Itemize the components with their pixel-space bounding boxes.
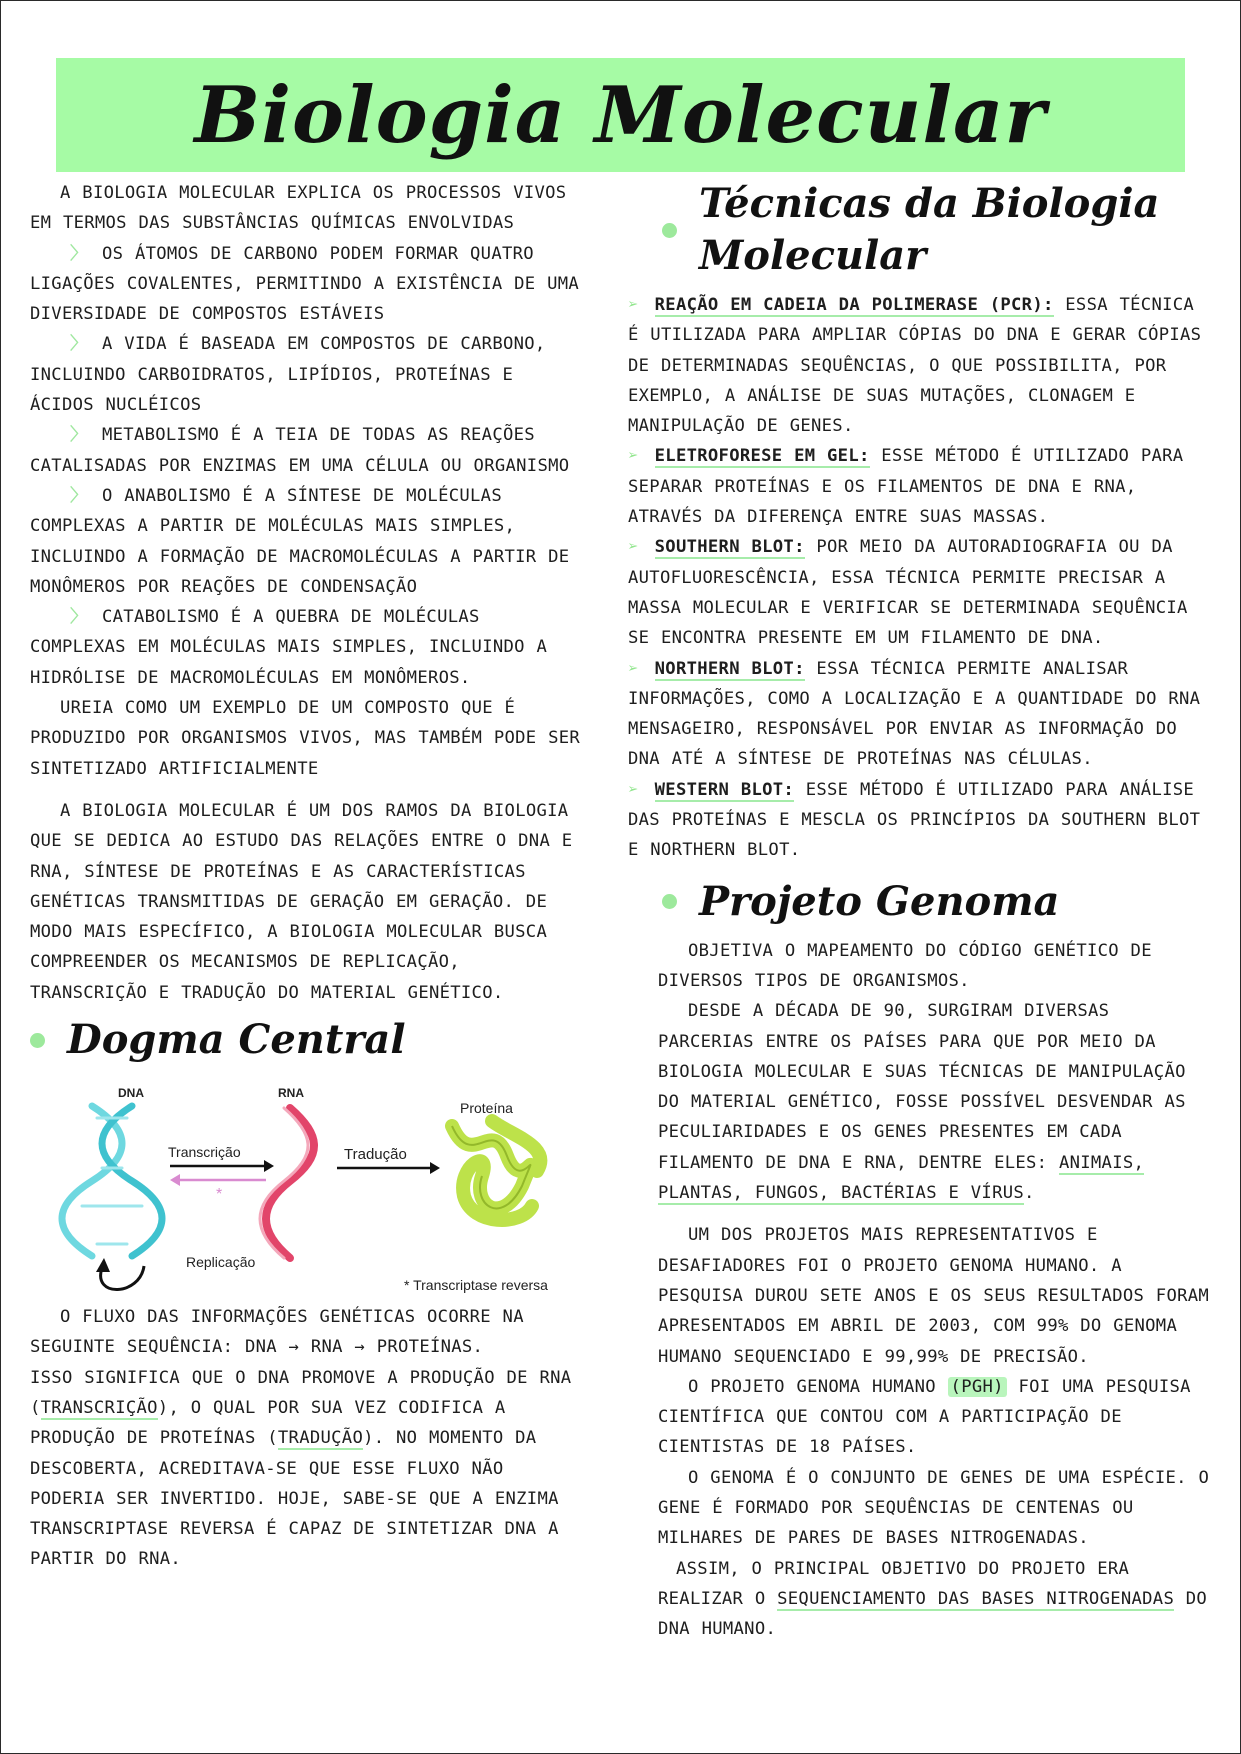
protein-icon [452, 1121, 540, 1220]
central-dogma-diagram [52, 1076, 592, 1296]
dna-label: DNA [118, 1086, 144, 1101]
pgh-highlight: (PGH) [948, 1377, 1007, 1397]
reverse-transcriptase-note: * Transcriptase reversa [404, 1277, 548, 1294]
bullet-item: 〉 A VIDA É BASEADA EM COMPOSTOS DE CARBONO, INCLUINDO CARBOIDRATOS, LIPÍDIOS, PROTEÍNAS E ÁCIDOS NUCLÉICOS [30, 329, 585, 420]
tecnica-item: ➢ REAÇÃO EM CADEIA DA POLIMERASE (PCR): ESSA TÉCNICA É UTILIZADA PARA AMPLIAR CÓPIAS DO DNA E GERAR CÓPIAS DE DETERMINADAS SEQUÊNCIAS, O QUE POSSIBILITA, POR EXEMPLO, A ANÁLISE DE SUAS MUTAÇÕES, CLONAGEM E MANIPULAÇÃO DE GENES. [628, 295, 1202, 437]
title-band [56, 58, 1185, 172]
bullet-item: 〉 METABOLISMO É A TEIA DE TODAS AS REAÇÕES CATALISADAS POR ENZIMAS EM UMA CÉLULA OU ORGANISMO [30, 420, 585, 481]
protein-label: Proteína [460, 1100, 513, 1117]
chevron-right-icon: 〉 [70, 607, 88, 628]
transcricao-term: TRANSCRIÇÃO [40, 1397, 158, 1418]
bullet-dot-icon [662, 894, 677, 909]
genoma-heading [628, 876, 1213, 928]
chevron-right-icon: 〉 [70, 334, 88, 355]
tecnica-item: ➢ WESTERN BLOT: ESSE MÉTODO É UTILIZADO PARA ANÁLISE DAS PROTEÍNAS E MESCLA OS PRINCÍPIOS DA SOUTHERN BLOT E NORTHERN BLOT. [628, 779, 1201, 861]
right-column [628, 178, 1213, 1644]
tecnicas-heading-text: Técnicas da Biologia Molecular [699, 180, 1160, 279]
tecnica-name: WESTERN BLOT: [654, 779, 795, 800]
bullet-item: 〉 O ANABOLISMO É A SÍNTESE DE MOLÉCULAS COMPLEXAS A PARTIR DE MOLÉCULAS MAIS SIMPLES, INCLUINDO A FORMAÇÃO DE MACROMOLÉCULAS A PARTIR DE MONÔMEROS POR REAÇÕES DE CONDENSAÇÃO [30, 481, 585, 602]
bullet-dot-icon [30, 1033, 45, 1048]
arrow-icon: ➢ [628, 658, 639, 679]
page-title: Biologia Molecular [194, 69, 1047, 161]
ramo-paragraph: A BIOLOGIA MOLECULAR É UM DOS RAMOS DA BIOLOGIA QUE SE DEDICA AO ESTUDO DAS RELAÇÕES ENTRE O DNA E RNA, SÍNTESE DE PROTEÍNAS E AS CARACTERÍSTICAS GENÉTICAS TRANSMITIDAS DE GERAÇÃO EM GERAÇÃO. DE MODO MAIS ESPECÍFICO, A BIOLOGIA MOLECULAR BUSCA COMPREENDER OS MECANISMOS DE REPLICAÇÃO, TRANSCRIÇÃO E TRADUÇÃO DO MATERIAL GENÉTICO. [30, 800, 573, 1003]
genoma-objective-final: ASSIM, O PRINCIPAL OBJETIVO DO PROJETO ERA REALIZAR O SEQUENCIAMENTO DAS BASES NITROGENADAS DO DNA HUMANO. [658, 1558, 1208, 1640]
fluxo-paragraph: O FLUXO DAS INFORMAÇÕES GENÉTICAS OCORRE NA SEGUINTE SEQUÊNCIA: DNA → RNA → PROTEÍNAS. [30, 1307, 524, 1358]
chevron-right-icon: 〉 [70, 485, 88, 506]
transcription-label: Transcrição [168, 1144, 241, 1161]
tecnica-name: NORTHERN BLOT: [654, 658, 805, 679]
dna-helix-icon [62, 1106, 162, 1256]
chevron-right-icon: 〉 [70, 425, 88, 446]
tecnica-item: ➢ SOUTHERN BLOT: POR MEIO DA AUTORADIOGRAFIA OU DA AUTOFLUORESCÊNCIA, ESSA TÉCNICA PERMITE PRECISAR A MASSA MOLECULAR E VERIFICAR SE DETERMINADA SEQUÊNCIA SE ENCONTRA PRESENTE EM UM FILAMENTO DE DNA. [628, 537, 1188, 649]
bullet-item: 〉 OS ÁTOMOS DE CARBONO PODEM FORMAR QUATRO LIGAÇÕES COVALENTES, PERMITINDO A EXISTÊNCIA DE UMA DIVERSIDADE DE COMPOSTOS ESTÁVEIS [30, 239, 585, 330]
translation-label: Tradução [344, 1146, 407, 1164]
arrow-icon: ➢ [628, 537, 639, 558]
intro-paragraph: A BIOLOGIA MOLECULAR EXPLICA OS PROCESSOS VIVOS EM TERMOS DAS SUBSTÂNCIAS QUÍMICAS ENVOLVIDAS [30, 183, 567, 234]
traducao-term: TRADUÇÃO [277, 1428, 364, 1449]
tecnica-name: SOUTHERN BLOT: [654, 537, 805, 558]
dogma-heading-text: Dogma Central [67, 1016, 406, 1064]
arrow-icon: ➢ [628, 779, 639, 800]
arrow-icon: ➢ [628, 446, 639, 467]
tecnica-name: ELETROFORESE EM GEL: [654, 446, 870, 467]
asterisk-mark: * [216, 1186, 223, 1204]
rna-label: RNA [278, 1086, 304, 1101]
genoma-heading-text: Projeto Genoma [699, 877, 1060, 925]
arrow-icon: ➢ [628, 295, 639, 315]
genoma-objetivo: OBJETIVA O MAPEAMENTO DO CÓDIGO GENÉTICO DE DIVERSOS TIPOS DE ORGANISMOS. [658, 940, 1152, 991]
fluxo-detail-paragraph: ISSO SIGNIFICA QUE O DNA PROMOVE A PRODUÇÃO DE RNA (TRANSCRIÇÃO), O QUAL POR SUA VEZ CODIFICA A PRODUÇÃO DE PROTEÍNAS (TRADUÇÃO). NO MOMENTO DA DESCOBERTA, ACREDITAVA-SE QUE ESSE FLUXO NÃO PODERIA SER INVERTIDO. HOJE, SABE-SE QUE A ENZIMA TRANSCRIPTASE REVERSA É CAPAZ DE SINTETIZAR DNA A PARTIR DO RNA. [30, 1367, 572, 1570]
replication-label: Replicação [186, 1254, 256, 1271]
genoma-text [628, 936, 1213, 1645]
pgh-paragraph: O PROJETO GENOMA HUMANO (PGH) FOI UMA PESQUISA CIENTÍFICA QUE CONTOU COM A PARTICIPAÇÃO DE CIENTISTAS DE 18 PAÍSES. [658, 1376, 1191, 1458]
genoma-humano-paragraph: UM DOS PROJETOS MAIS REPRESENTATIVOS E DESAFIADORES FOI O PROJETO GENOMA HUMANO. A PESQUISA DUROU SETE ANOS E OS SEUS RESULTADOS FORAM APRESENTADOS EM ABRIL DE 2003, COM 99% DO GENOMA HUMANO SEQUENCIADO E 99,99% DE PRECISÃO. [658, 1225, 1210, 1367]
genoma-definition: O GENOMA É O CONJUNTO DE GENES DE UMA ESPÉCIE. O GENE É FORMADO POR SEQUÊNCIAS DE CENTENAS OU MILHARES DE PARES DE BASES NITROGENADAS. [658, 1467, 1210, 1549]
rna-strand-icon [260, 1108, 314, 1258]
sequenciamento-term: SEQUENCIAMENTO DAS BASES NITROGENADAS [777, 1588, 1175, 1609]
ureia-paragraph: UREIA COMO UM EXEMPLO DE UM COMPOSTO QUE É PRODUZIDO POR ORGANISMOS VIVOS, MAS TAMBÉM PODE SER SINTETIZADO ARTIFICIALMENTE [30, 698, 581, 779]
genoma-parcerias: DESDE A DÉCADA DE 90, SURGIRAM DIVERSAS PARCERIAS ENTRE OS PAÍSES PARA QUE POR MEIO DA BIOLOGIA MOLECULAR E SUAS TÉCNICAS DE MANIPULAÇÃO DO MATERIAL GENÉTICO, FOSSE POSSÍVEL DESVENDAR AS PECULIARIDADES E OS GENES PRESENTES EM CADA FILAMENTO DE DNA E RNA, DENTRE ELES: ANIMAIS, PLANTAS, FUNGOS, BACTÉRIAS E VÍRUS. [658, 1001, 1186, 1204]
bullet-dot-icon [662, 223, 677, 238]
bullet-item: 〉 CATABOLISMO É A QUEBRA DE MOLÉCULAS COMPLEXAS EM MOLÉCULAS MAIS SIMPLES, INCLUINDO A HIDRÓLISE DE MACROMOLÉCULAS EM MONÔMEROS. [30, 602, 585, 693]
tecnica-name: REAÇÃO EM CADEIA DA POLIMERASE (PCR): [654, 295, 1054, 315]
tecnica-item: ➢ ELETROFORESE EM GEL: ESSE MÉTODO É UTILIZADO PARA SEPARAR PROTEÍNAS E OS FILAMENTOS DE DNA E RNA, ATRAVÉS DA DIFERENÇA ENTRE SUAS MASSAS. [628, 446, 1184, 528]
left-column [30, 178, 585, 1575]
tecnicas-heading [628, 178, 1213, 282]
tecnica-item: ➢ NORTHERN BLOT: ESSA TÉCNICA PERMITE ANALISAR INFORMAÇÕES, COMO A LOCALIZAÇÃO E A QUANTIDADE DO RNA MENSAGEIRO, RESPONSÁVEL POR ENVIAR AS INFORMAÇÃO DO DNA ATÉ A SÍNTESE DE PROTEÍNAS NAS CÉLULAS. [628, 658, 1201, 770]
organismos-list: ANIMAIS, PLANTAS, FUNGOS, BACTÉRIAS E VÍRUS [658, 1152, 1145, 1204]
chevron-right-icon: 〉 [70, 243, 88, 264]
dogma-heading [30, 1014, 585, 1066]
